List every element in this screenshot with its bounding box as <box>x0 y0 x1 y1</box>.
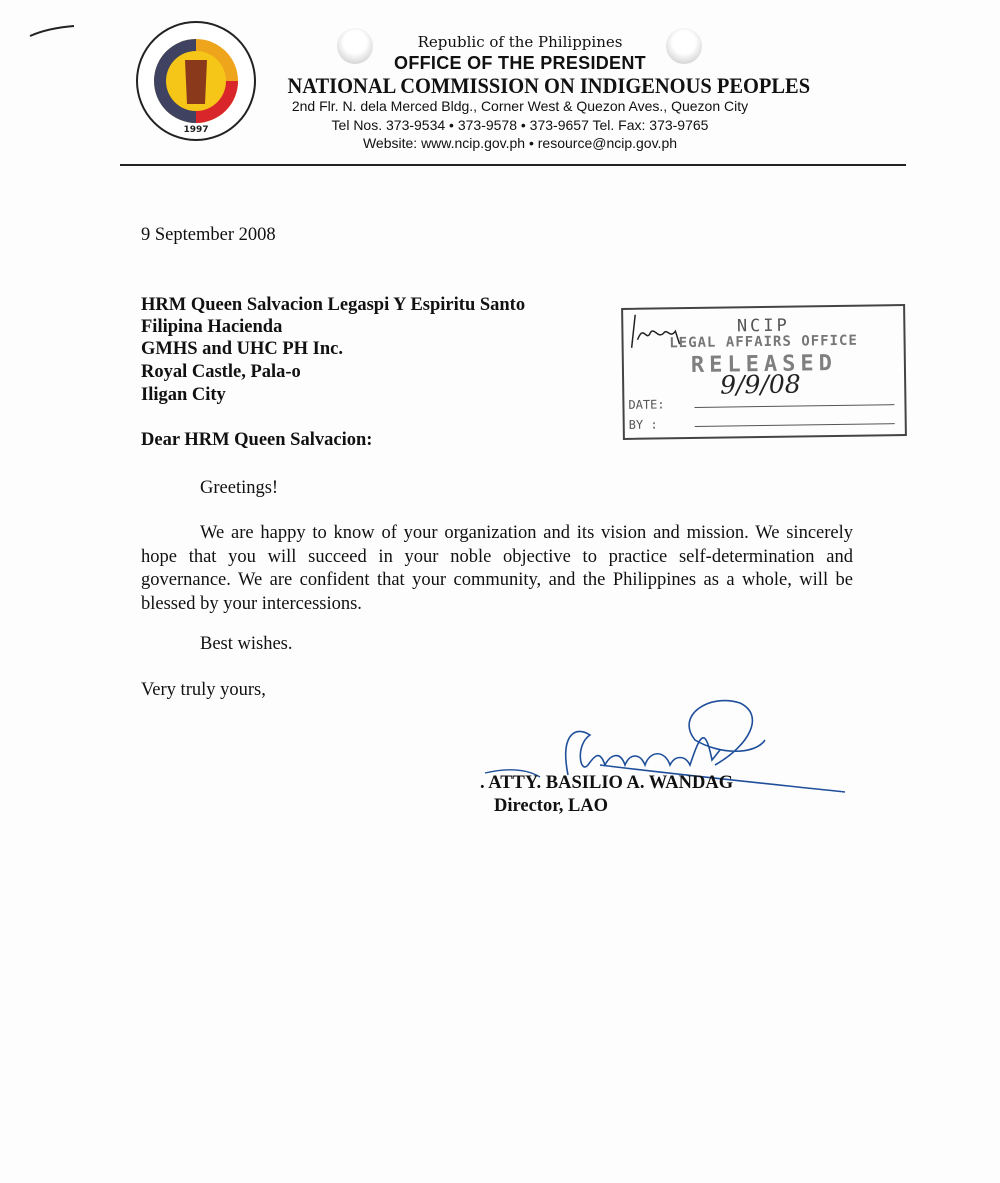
recipient-line: Royal Castle, Pala-o <box>141 362 301 382</box>
seal-year: 1997 <box>183 125 209 135</box>
ncip-seal-logo <box>135 20 257 142</box>
closing-wish: Best wishes. <box>200 634 293 654</box>
stamp-by-label: BY : <box>628 417 658 432</box>
agency-name: NATIONAL COMMISSION ON INDIGENOUS PEOPLES <box>287 73 811 98</box>
agency-address: 2nd Flr. N. dela Merced Bldg., Corner West & Quezon Aves., Quezon City <box>291 98 749 114</box>
signatory-title: Director, LAO <box>494 796 609 816</box>
body-paragraph: We are happy to know of your organization and its vision and mission. We sincerely hope that you will succeed in your noble objective to practice self-determination and governance. We are confident that your community, and the Philippines as a whole, will be blessed by your intercessions. <box>141 523 853 614</box>
salutation: Dear HRM Queen Salvacion: <box>141 430 373 450</box>
recipient-line: Iligan City <box>141 385 226 405</box>
stamp-line-ncip: NCIP <box>736 315 790 337</box>
letter-date: 9 September 2008 <box>141 225 276 245</box>
stamp-date-label: DATE: <box>628 397 665 412</box>
scan-mark <box>28 20 78 40</box>
released-stamp <box>621 304 907 440</box>
agency-web: Website: www.ncip.gov.ph • resource@ncip.gov.ph <box>362 135 678 151</box>
recipient-line: HRM Queen Salvacion Legaspi Y Espiritu Santo <box>141 295 526 315</box>
office-line: OFFICE OF THE PRESIDENT <box>394 53 646 73</box>
recipient-line: Filipina Hacienda <box>141 317 283 337</box>
greeting: Greetings! <box>200 478 279 498</box>
stamp-line-released: RELEASED <box>690 350 838 379</box>
recipient-line: GMHS and UHC PH Inc. <box>141 339 343 359</box>
agency-phones: Tel Nos. 373-9534 • 373-9578 • 373-9657 Tel. Fax: 373-9765 <box>331 117 709 133</box>
stamp-date-value: 9/9/08 <box>719 369 801 400</box>
republic-line: Republic of the Philippines <box>417 33 623 51</box>
stamp-line-office: LEGAL AFFAIRS OFFICE <box>669 332 858 352</box>
signatory-name: . ATTY. BASILIO A. WANDAG <box>480 773 734 793</box>
closing: Very truly yours, <box>141 680 266 700</box>
header-rule <box>120 164 906 166</box>
